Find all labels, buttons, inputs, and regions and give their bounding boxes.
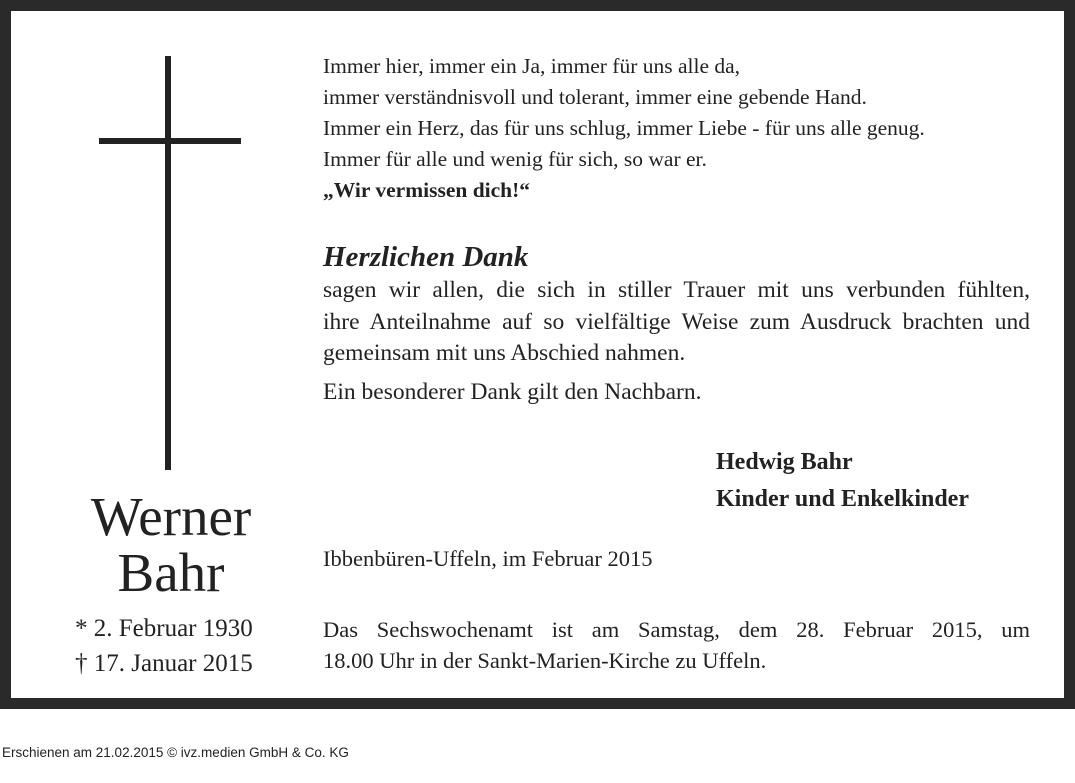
publication-footer: Erschienen am 21.02.2015 © ivz.medien GmbH & Co. KG	[2, 745, 349, 760]
thanks-line: ihre Anteilnahme auf so vielfältige Weise zum Ausdruck brachten und	[323, 308, 1030, 335]
thanks-text	[323, 275, 1030, 408]
cross-icon-horizontal-bar	[99, 138, 241, 144]
special-thanks: Ein besonderer Dank gilt den Nachbarn.	[323, 378, 702, 405]
thanks-line: gemeinsam mit uns Abschied nahmen.	[323, 340, 686, 366]
cross-icon-vertical-bar	[165, 56, 171, 470]
thanks-heading: Herzlichen Dank	[323, 241, 529, 273]
poem-line: Immer für alle und wenig für sich, so war er.	[323, 147, 707, 171]
signers	[716, 444, 969, 518]
poem-line: immer verständnisvoll und tolerant, immer eine gebende Hand.	[323, 85, 867, 109]
deceased-name	[51, 486, 291, 603]
poem-motto: „Wir vermissen dich!“	[323, 178, 531, 202]
thanks-line: sagen wir allen, die sich in stiller Trauer mit uns verbunden fühlten,	[323, 277, 1030, 303]
birth-date: * 2. Februar 1930	[75, 615, 253, 642]
poem-line: Immer ein Herz, das für uns schlug, immer Liebe - für uns alle genug.	[323, 116, 925, 140]
signer-name: Hedwig Bahr	[716, 449, 853, 475]
deceased-first-name: Werner	[90, 486, 252, 547]
signer-family: Kinder und Enkelkinder	[716, 486, 969, 512]
service-line: 18.00 Uhr in der Sankt-Marien-Kirche zu Uffeln.	[323, 648, 767, 673]
place-date: Ibbenbüren-Uffeln, im Februar 2015	[323, 546, 653, 571]
poem-line: Immer hier, immer ein Ja, immer für uns alle da,	[323, 54, 741, 78]
deceased-last-name: Bahr	[117, 542, 225, 603]
service-line: Das Sechswochenamt ist am Samstag, dem 28. Februar 2015, um	[323, 617, 1030, 642]
service-announcement	[323, 614, 1030, 676]
poem	[323, 51, 1023, 206]
death-date: † 17. Januar 2015	[75, 650, 253, 677]
life-dates	[75, 611, 275, 681]
